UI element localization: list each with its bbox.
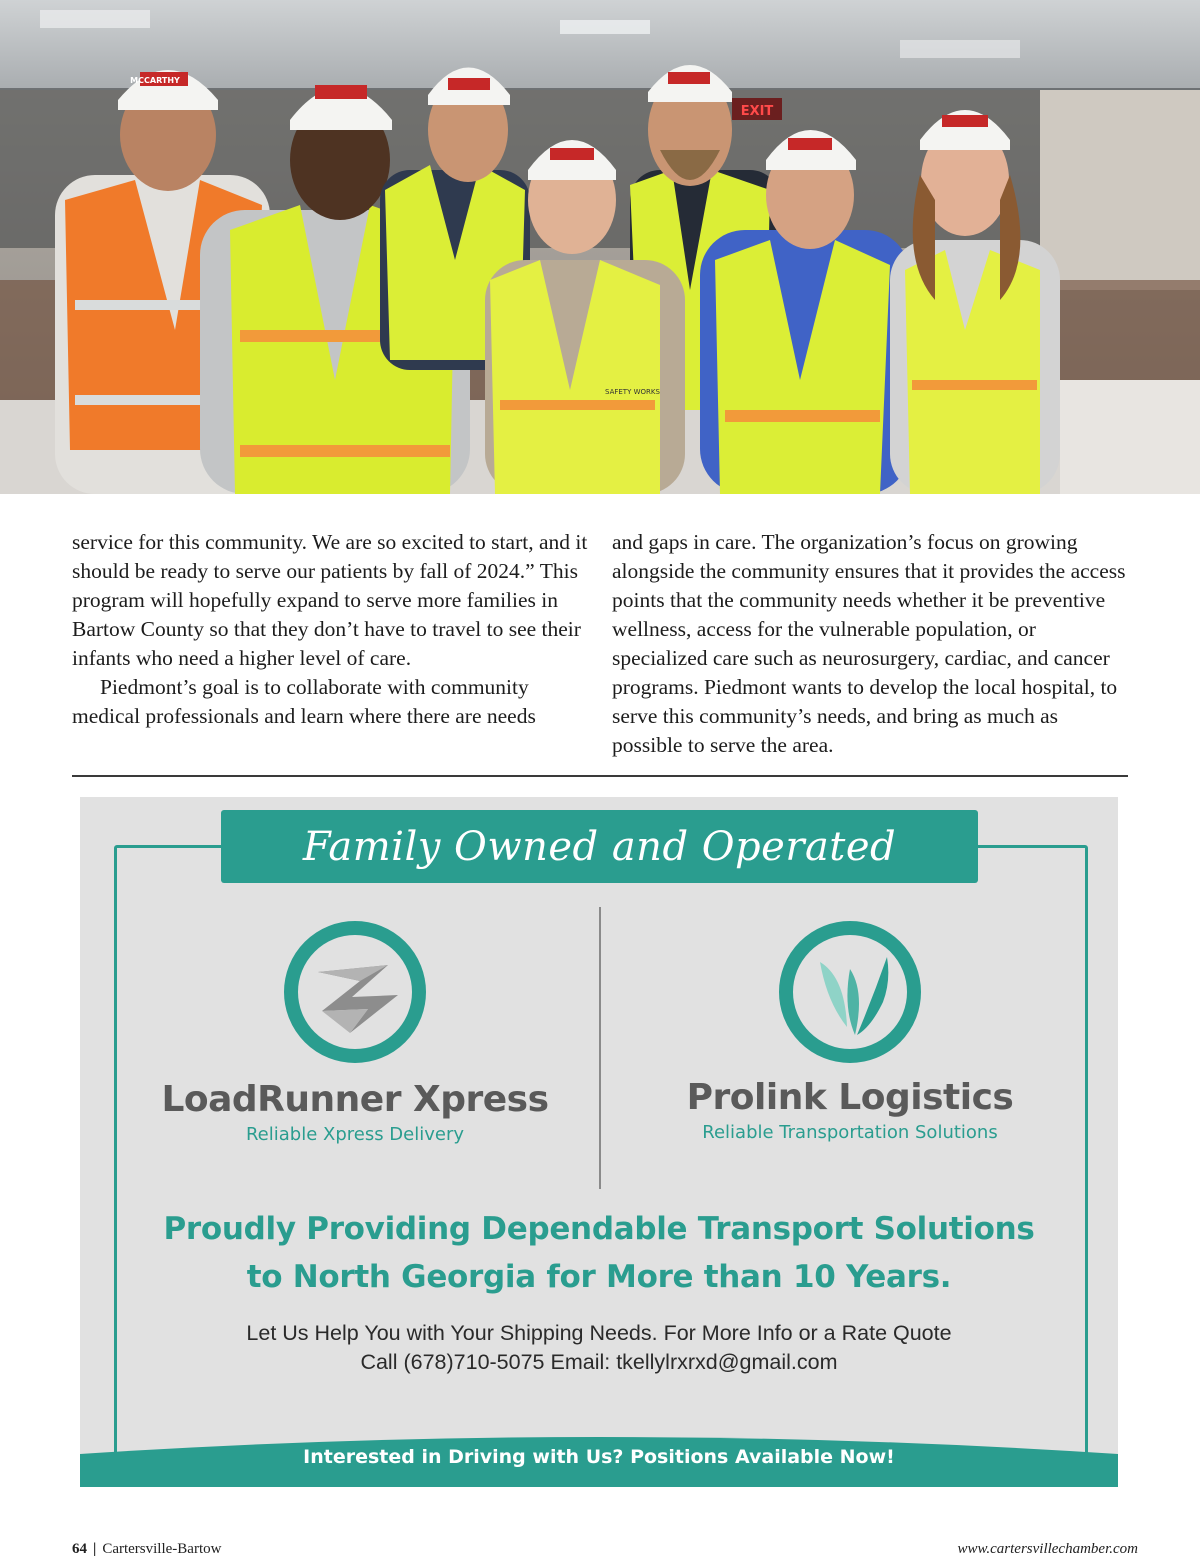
page-footer-left bbox=[72, 1541, 221, 1558]
brand-divider bbox=[599, 907, 601, 1189]
brand-tagline: Reliable Xpress Delivery bbox=[245, 1124, 465, 1145]
publication-name: Cartersville-Bartow bbox=[102, 1541, 222, 1557]
ad-headline bbox=[80, 1205, 1118, 1301]
article-paragraph: and gaps in care. The organization’s focus on growing alongside the community ensures that it provides the access points that the community needs whether it be preventive wellness, access for the vulnerable population, or specialized care such as neurosurgery, cardiac, and cancer programs. Piedmont wants to develop the local hospital, to serve this community’s needs, and bring as much as possible to serve the area. bbox=[612, 530, 1126, 757]
ad-contact-line: Let Us Help You with Your Shipping Needs. For More Info or a Rate Quote bbox=[246, 1321, 952, 1345]
brand-name: LoadRunner Xpress bbox=[161, 1079, 549, 1120]
article-paragraph: service for this community. We are so excited to start, and it should be ready to serve our patients by fall of 2024.” This program will hopefully expand to serve more families in Bartow County so that they don’t have to travel to see their infants who need a higher level of care. bbox=[72, 530, 588, 670]
footer-separator: | bbox=[93, 1541, 97, 1557]
website-url: www.cartersvillechamber.com bbox=[957, 1541, 1138, 1557]
advertisement bbox=[80, 797, 1118, 1487]
loadrunner-logo-icon bbox=[280, 917, 430, 1067]
article-paragraph: Piedmont’s goal is to collaborate with community medical professionals and learn where there are needs bbox=[72, 675, 536, 728]
brand-name: Prolink Logistics bbox=[686, 1077, 1014, 1118]
brand-loadrunner bbox=[120, 917, 590, 1145]
ad-banner-text: Family Owned and Operated bbox=[302, 823, 897, 870]
article-column-left bbox=[72, 528, 592, 731]
ad-contact bbox=[80, 1319, 1118, 1377]
exit-sign: EXIT bbox=[740, 104, 774, 119]
group-photo bbox=[0, 0, 1200, 494]
ad-contact-line: Call (678)710-5075 Email: tkellylrxrxd@gmail.com bbox=[360, 1350, 838, 1374]
group-photo-illustration bbox=[0, 0, 1200, 494]
brand-prolink bbox=[615, 917, 1085, 1143]
ad-footer-text: Interested in Driving with Us? Positions Available Now! bbox=[303, 1446, 895, 1468]
section-divider bbox=[72, 775, 1128, 777]
helmet-label: MCCARTHY bbox=[130, 76, 180, 85]
brand-tagline: Reliable Transportation Solutions bbox=[702, 1122, 998, 1143]
ad-footer-band bbox=[80, 1432, 1118, 1487]
page-number: 64 bbox=[72, 1541, 87, 1557]
vest-label: SAFETY WORKS bbox=[605, 388, 660, 396]
ad-headline-line: to North Georgia for More than 10 Years. bbox=[246, 1259, 952, 1295]
ad-banner bbox=[221, 810, 978, 883]
prolink-logo-icon bbox=[775, 917, 925, 1067]
article-column-right bbox=[612, 528, 1132, 760]
ad-headline-line: Proudly Providing Dependable Transport Solutions bbox=[163, 1211, 1035, 1247]
